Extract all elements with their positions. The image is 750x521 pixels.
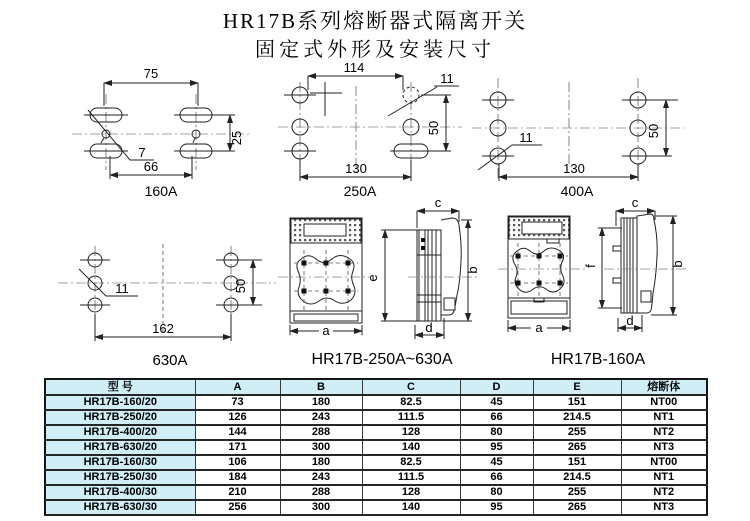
centerlines xyxy=(72,94,250,170)
cell-fuse: NT00 xyxy=(621,455,707,470)
dimension-50 xyxy=(646,100,666,156)
cell-a: 73 xyxy=(195,395,280,410)
cell-fuse: NT3 xyxy=(621,500,707,515)
dim-letter: d xyxy=(425,320,433,335)
cell-model: HR17B-250/30 xyxy=(45,470,195,485)
cell-fuse: NT2 xyxy=(621,485,707,500)
cell-fuse: NT00 xyxy=(621,395,707,410)
cell-model: HR17B-630/20 xyxy=(45,440,195,455)
cell-fuse: NT2 xyxy=(621,425,707,440)
cell-a: 171 xyxy=(195,440,280,455)
dimension-d xyxy=(618,313,642,332)
cell-d: 45 xyxy=(460,395,533,410)
table-header-row xyxy=(45,379,707,395)
hole-dia-label: 11 xyxy=(115,281,129,296)
dim-letter: f xyxy=(583,264,598,268)
cell-a: 106 xyxy=(195,455,280,470)
drawing-outline-160 xyxy=(492,195,707,350)
cell-c: 128 xyxy=(362,485,460,500)
drawing-400a-hole-pattern xyxy=(466,60,691,190)
cell-model: HR17B-400/30 xyxy=(45,485,195,500)
dimension-114 xyxy=(308,60,403,90)
cell-e: 255 xyxy=(533,485,621,500)
dim-label: 50 xyxy=(646,123,661,139)
drawing-outline-250-630 xyxy=(278,195,490,346)
cell-d: 66 xyxy=(460,410,533,425)
cell-model: HR17B-160/30 xyxy=(45,455,195,470)
cell-b: 288 xyxy=(280,425,362,440)
dim-label: 50 xyxy=(426,120,441,136)
cell-a: 144 xyxy=(195,425,280,440)
dimension-50 xyxy=(421,95,451,151)
dim-letter: b xyxy=(465,266,480,274)
table-row xyxy=(45,485,707,500)
dim-letter: c xyxy=(631,195,639,210)
cell-d: 45 xyxy=(460,455,533,470)
cell-e: 151 xyxy=(533,395,621,410)
table-row xyxy=(45,395,707,410)
mounting-slots xyxy=(84,108,218,158)
dim-letter: a xyxy=(322,323,330,338)
dim-letter: a xyxy=(535,320,543,335)
cell-model: HR17B-250/20 xyxy=(45,410,195,425)
table-row xyxy=(45,470,707,485)
drawing-label-630a: 630A xyxy=(152,352,188,369)
dim-letter: d xyxy=(626,313,634,328)
cell-a: 126 xyxy=(195,410,280,425)
cell-model: HR17B-160/20 xyxy=(45,395,195,410)
col-header-c: C xyxy=(362,379,460,395)
cell-c: 128 xyxy=(362,425,460,440)
table-row xyxy=(45,455,707,470)
hole-callout-11 xyxy=(478,130,542,170)
col-header-model: 型 号 xyxy=(45,379,195,395)
dimension-66 xyxy=(110,156,192,179)
hole-dia-label: 11 xyxy=(440,71,454,86)
cell-e: 265 xyxy=(533,440,621,455)
dim-label: 50 xyxy=(233,278,248,294)
dim-letter: c xyxy=(434,195,442,210)
dim-label: 25 xyxy=(229,130,244,146)
cell-b: 243 xyxy=(280,470,362,485)
dimension-c xyxy=(417,195,459,228)
table-row xyxy=(45,425,707,440)
col-header-e: E xyxy=(533,379,621,395)
cell-fuse: NT3 xyxy=(621,440,707,455)
cell-c: 111.5 xyxy=(362,470,460,485)
col-header-b: B xyxy=(280,379,362,395)
cell-a: 184 xyxy=(195,470,280,485)
drawing-label-250-630: HR17B-250A~630A xyxy=(311,351,453,368)
cell-a: 210 xyxy=(195,485,280,500)
dim-letter: b xyxy=(670,260,685,268)
cell-e: 214.5 xyxy=(533,410,621,425)
cell-fuse: NT1 xyxy=(621,410,707,425)
cell-b: 243 xyxy=(280,410,362,425)
cell-b: 300 xyxy=(280,500,362,515)
cell-b: 300 xyxy=(280,440,362,455)
cell-d: 95 xyxy=(460,440,533,455)
drawing-label-250a: 250A xyxy=(343,183,377,199)
cell-d: 80 xyxy=(460,485,533,500)
dimension-25 xyxy=(218,115,244,151)
dimension-130 xyxy=(300,160,411,181)
page-subtitle: 固定式外形及安装尺寸 xyxy=(255,39,495,61)
col-header-d: D xyxy=(460,379,533,395)
table-row xyxy=(45,440,707,455)
dimension-a xyxy=(508,320,570,335)
cell-b: 180 xyxy=(280,455,362,470)
dim-letter: e xyxy=(365,274,380,282)
table-row xyxy=(45,500,707,515)
drawing-label-400a: 400A xyxy=(560,183,594,199)
cell-b: 288 xyxy=(280,485,362,500)
cell-d: 66 xyxy=(460,470,533,485)
cell-d: 95 xyxy=(460,500,533,515)
cell-e: 265 xyxy=(533,500,621,515)
front-view xyxy=(278,218,370,323)
dimension-162 xyxy=(95,314,231,341)
dim-label: 130 xyxy=(563,161,585,176)
cell-e: 214.5 xyxy=(533,470,621,485)
cell-c: 140 xyxy=(362,500,460,515)
dimension-75 xyxy=(104,66,198,106)
hole-dia-label: 11 xyxy=(519,130,533,145)
drawing-160a-hole-pattern xyxy=(58,60,263,186)
dimension-f xyxy=(583,228,622,308)
cell-a: 256 xyxy=(195,500,280,515)
dimension-a xyxy=(290,323,362,338)
hole-dia-label: 7 xyxy=(138,145,146,160)
dim-label: 75 xyxy=(143,66,159,81)
front-view xyxy=(498,216,588,318)
drawing-label-160: HR17B-160A xyxy=(550,351,646,368)
dimension-e xyxy=(365,230,418,321)
cell-e: 151 xyxy=(533,455,621,470)
cell-c: 82.5 xyxy=(362,395,460,410)
hole-callout-11 xyxy=(388,71,459,116)
cell-c: 140 xyxy=(362,440,460,455)
dimension-50 xyxy=(233,260,253,305)
dim-label: 130 xyxy=(345,161,367,176)
spec-table xyxy=(44,378,708,516)
dimension-130 xyxy=(499,161,638,181)
dim-label: 114 xyxy=(343,60,365,75)
dimension-c xyxy=(616,195,655,226)
drawing-250a-hole-pattern xyxy=(266,60,471,190)
table-row xyxy=(45,410,707,425)
cell-b: 180 xyxy=(280,395,362,410)
dim-label: 162 xyxy=(152,321,174,336)
cell-fuse: NT1 xyxy=(621,470,707,485)
cell-e: 255 xyxy=(533,425,621,440)
col-header-a: A xyxy=(195,379,280,395)
drawing-label-160a: 160A xyxy=(144,183,178,199)
cell-model: HR17B-630/30 xyxy=(45,500,195,515)
col-header-fuse: 熔断体 xyxy=(621,379,707,395)
mounting-holes xyxy=(284,82,434,159)
drawing-630a-hole-pattern xyxy=(46,226,281,356)
cell-model: HR17B-400/20 xyxy=(45,425,195,440)
hole-callout-7 xyxy=(88,110,154,160)
page-title: HR17B系列熔断器式隔离开关 xyxy=(222,9,528,33)
cell-c: 82.5 xyxy=(362,455,460,470)
cell-d: 80 xyxy=(460,425,533,440)
dim-label: 66 xyxy=(143,159,159,174)
cell-c: 111.5 xyxy=(362,410,460,425)
